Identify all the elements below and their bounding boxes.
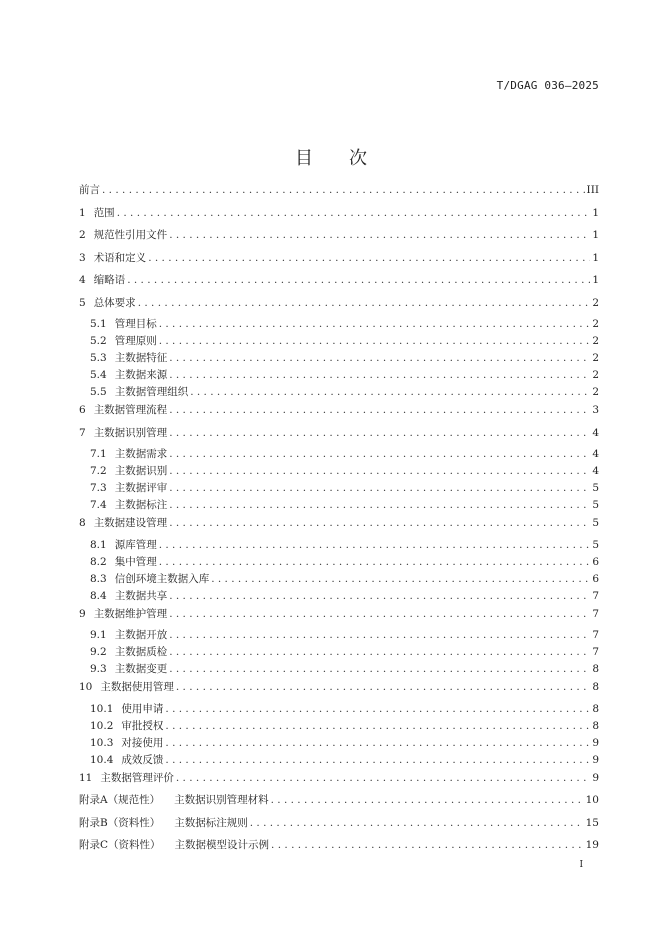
- toc-entry-title: 主数据管理评价: [100, 771, 174, 784]
- toc-entry-title: 主数据标注: [114, 499, 168, 511]
- toc-entry-title: 主数据来源: [114, 369, 168, 381]
- toc-entry[interactable]: [79, 644, 599, 661]
- toc-entry-number: 8.3: [90, 572, 107, 585]
- dot-leader: [127, 271, 590, 289]
- dot-leader: [169, 463, 590, 480]
- toc-entry[interactable]: [79, 424, 599, 447]
- toc-entry-title: 主数据共享: [114, 589, 168, 602]
- dot-leader: [169, 514, 590, 532]
- dot-leader: [138, 294, 591, 312]
- toc-entry-number: 7.4: [90, 499, 107, 511]
- toc-entry[interactable]: [79, 701, 599, 718]
- toc-entry[interactable]: [79, 226, 599, 249]
- toc-entry-page: III: [586, 184, 599, 196]
- toc-entry[interactable]: [79, 588, 599, 605]
- toc-entry-number: 5.1: [90, 318, 107, 330]
- dot-leader: [190, 384, 590, 401]
- toc-entry-number: 5.5: [90, 386, 107, 398]
- toc-entry-number: 8: [79, 517, 86, 529]
- dot-leader: [159, 316, 591, 333]
- toc-entry-number: 6: [79, 404, 86, 416]
- dot-leader: [169, 627, 590, 644]
- toc-entry-number: 10: [79, 681, 93, 693]
- toc-entry[interactable]: [79, 678, 599, 701]
- toc-entry-page: 2: [592, 352, 599, 364]
- toc-entry-number: 5.3: [90, 352, 107, 364]
- toc-entry[interactable]: [79, 605, 599, 628]
- toc-entry-title: 主数据特征: [114, 352, 168, 364]
- toc-entry-number: 8.1: [90, 538, 107, 551]
- toc-entry-title: 管理目标: [114, 318, 157, 330]
- toc-entry[interactable]: [79, 294, 599, 317]
- dot-leader: [169, 401, 590, 419]
- toc-entry-title: 主数据标注规则: [174, 816, 248, 829]
- toc-entry-page: 2: [592, 335, 599, 347]
- toc-entry-title: 主数据管理组织: [114, 386, 189, 398]
- toc-entry[interactable]: [79, 791, 599, 814]
- toc-entry-number: 10.4: [90, 753, 114, 766]
- table-of-contents: [79, 181, 599, 859]
- dot-leader: [169, 367, 590, 384]
- dot-leader: [165, 718, 590, 735]
- toc-entry-title: 使用申请: [121, 702, 164, 715]
- toc-entry-number: 附录A（规范性）: [79, 794, 161, 806]
- toc-entry-page: 1: [592, 206, 599, 219]
- toc-entry-page: 8: [592, 681, 599, 693]
- toc-entry-title: 主数据识别管理材料: [174, 794, 269, 806]
- toc-entry[interactable]: [79, 350, 599, 367]
- toc-entry-number: 9.2: [90, 646, 107, 658]
- toc-entry-number: 9.3: [90, 663, 107, 675]
- toc-entry-number: 5: [79, 296, 86, 309]
- toc-entry-page: 5: [592, 499, 599, 511]
- toc-entry-title: 主数据需求: [114, 448, 168, 460]
- toc-entry-number: 7.1: [90, 448, 107, 460]
- toc-entry-title: 前言: [79, 184, 100, 196]
- toc-entry-page: 8: [592, 719, 599, 732]
- toc-entry[interactable]: [79, 554, 599, 571]
- toc-entry[interactable]: [79, 735, 599, 752]
- dot-leader: [169, 588, 590, 605]
- dot-leader: [169, 350, 590, 367]
- toc-entry-title: 主数据识别: [114, 465, 168, 477]
- toc-entry[interactable]: [79, 752, 599, 769]
- toc-entry-page: 5: [592, 517, 599, 529]
- dot-leader: [169, 605, 590, 623]
- toc-entry-number: 10.1: [90, 702, 114, 715]
- toc-entry-page: 4: [592, 448, 599, 460]
- toc-entry[interactable]: [79, 537, 599, 554]
- toc-entry-page: 1: [592, 251, 599, 264]
- dot-leader: [250, 814, 584, 832]
- toc-entry-number: 4: [79, 274, 86, 286]
- toc-entry-page: 9: [592, 771, 599, 784]
- toc-entry-title: 主数据管理流程: [93, 404, 168, 416]
- toc-entry-page: 2: [592, 386, 599, 398]
- toc-entry-title: 主数据识别管理: [93, 426, 168, 439]
- toc-entry-title: 主数据使用管理: [100, 681, 174, 693]
- toc-entry[interactable]: [79, 480, 599, 497]
- toc-entry-number: 10.2: [90, 719, 114, 732]
- toc-entry[interactable]: [79, 204, 599, 227]
- toc-entry-title: 成效反馈: [121, 753, 164, 766]
- toc-entry-title: 源库管理: [114, 538, 157, 551]
- toc-entry-page: 7: [592, 629, 599, 641]
- toc-entry-title: 范围: [93, 206, 115, 219]
- toc-entry-title: 主数据评审: [114, 482, 168, 494]
- dot-leader: [159, 554, 591, 571]
- toc-entry-number: 7.2: [90, 465, 107, 477]
- toc-entry-title: 主数据质检: [114, 646, 168, 658]
- dot-leader: [169, 497, 590, 514]
- dot-leader: [211, 571, 590, 588]
- toc-entry-page: 15: [585, 816, 599, 829]
- page-number: I: [579, 860, 583, 870]
- toc-entry-number: 5.2: [90, 335, 107, 347]
- dot-leader: [165, 735, 590, 752]
- toc-entry-page: 2: [592, 369, 599, 381]
- toc-entry-number: 附录B（资料性）: [79, 816, 161, 829]
- toc-entry-number: 11: [79, 771, 93, 784]
- toc-entry-number: 1: [79, 206, 86, 219]
- toc-entry-number: 附录C（资料性）: [79, 839, 161, 851]
- toc-entry[interactable]: [79, 333, 599, 350]
- toc-entry[interactable]: [79, 401, 599, 424]
- toc-entry-page: 7: [592, 589, 599, 602]
- toc-entry[interactable]: [79, 627, 599, 644]
- toc-entry-page: 9: [592, 753, 599, 766]
- toc-entry-page: 7: [592, 607, 599, 620]
- dot-leader: [159, 333, 591, 350]
- toc-entry[interactable]: [79, 463, 599, 480]
- toc-entry-page: 1: [592, 274, 599, 286]
- dot-leader: [176, 678, 590, 696]
- toc-entry-page: 10: [585, 794, 599, 806]
- toc-entry-page: 8: [592, 663, 599, 675]
- toc-entry-page: 6: [592, 555, 599, 568]
- toc-entry-number: 7: [79, 426, 86, 439]
- dot-leader: [271, 791, 584, 809]
- dot-leader: [169, 424, 590, 442]
- toc-entry-title: 主数据开放: [114, 629, 168, 641]
- dot-leader: [271, 836, 584, 854]
- dot-leader: [169, 446, 590, 463]
- toc-entry-title: 总体要求: [93, 296, 136, 309]
- toc-entry-number: 2: [79, 229, 86, 241]
- toc-entry[interactable]: [79, 769, 599, 792]
- toc-entry-page: 4: [592, 426, 599, 439]
- toc-entry[interactable]: [79, 181, 599, 204]
- toc-entry-number: 5.4: [90, 369, 107, 381]
- toc-entry[interactable]: [79, 316, 599, 333]
- toc-entry-number: 9.1: [90, 629, 107, 641]
- toc-entry-number: 8.4: [90, 589, 107, 602]
- toc-entry[interactable]: [79, 814, 599, 837]
- toc-entry-page: 1: [592, 229, 599, 241]
- toc-entry-number: 10.3: [90, 736, 114, 749]
- toc-entry-title: 审批授权: [121, 719, 164, 732]
- toc-entry-page: 19: [585, 839, 599, 851]
- toc-entry-page: 2: [592, 318, 599, 330]
- toc-entry[interactable]: [79, 661, 599, 678]
- toc-entry-title: 对接使用: [121, 736, 164, 749]
- toc-entry[interactable]: [79, 446, 599, 463]
- dot-leader: [117, 204, 591, 222]
- dot-leader: [169, 661, 590, 678]
- toc-entry[interactable]: [79, 367, 599, 384]
- toc-entry-title: 主数据建设管理: [93, 517, 168, 529]
- dot-leader: [159, 537, 591, 554]
- dot-leader: [165, 752, 590, 769]
- dot-leader: [169, 226, 590, 244]
- toc-entry[interactable]: [79, 836, 599, 859]
- toc-entry-title: 规范性引用文件: [93, 229, 168, 241]
- dot-leader: [169, 480, 590, 497]
- toc-entry[interactable]: [79, 514, 599, 537]
- toc-entry-page: 2: [592, 296, 599, 309]
- toc-entry[interactable]: [79, 718, 599, 735]
- toc-entry-number: 3: [79, 251, 86, 264]
- document-header-code: T/DGAG 036—2025: [496, 79, 599, 92]
- toc-entry[interactable]: [79, 497, 599, 514]
- dot-leader: [165, 701, 590, 718]
- dot-leader: [148, 249, 590, 267]
- toc-entry-page: 4: [592, 465, 599, 477]
- toc-entry-page: 7: [592, 646, 599, 658]
- toc-entry[interactable]: [79, 384, 599, 401]
- toc-entry-title: 主数据模型设计示例: [174, 839, 270, 851]
- toc-entry-number: 8.2: [90, 555, 107, 568]
- toc-entry-title: 主数据维护管理: [93, 607, 168, 620]
- toc-entry-title: 术语和定义: [93, 251, 147, 264]
- dot-leader: [169, 644, 590, 661]
- toc-entry-page: 5: [592, 482, 599, 494]
- toc-entry-page: 3: [592, 404, 599, 416]
- dot-leader: [176, 769, 590, 787]
- toc-entry-title: 缩略语: [93, 274, 126, 286]
- dot-leader: [102, 181, 585, 199]
- toc-entry-page: 5: [592, 538, 599, 551]
- toc-entry-title: 主数据变更: [114, 663, 168, 675]
- toc-entry[interactable]: [79, 271, 599, 294]
- toc-entry-number: 9: [79, 607, 86, 620]
- toc-entry[interactable]: [79, 249, 599, 272]
- toc-entry-page: 6: [592, 572, 599, 585]
- toc-entry-title: 集中管理: [114, 555, 157, 568]
- toc-entry-page: 9: [592, 736, 599, 749]
- toc-entry[interactable]: [79, 571, 599, 588]
- toc-entry-number: 7.3: [90, 482, 107, 494]
- toc-entry-title: 信创环境主数据入库: [114, 572, 210, 585]
- page-title: 目次: [295, 148, 403, 170]
- toc-entry-page: 8: [592, 702, 599, 715]
- toc-entry-title: 管理原则: [114, 335, 157, 347]
